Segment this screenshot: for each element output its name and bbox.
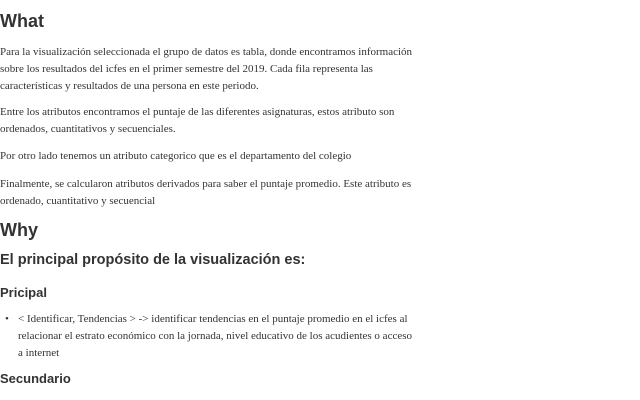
list-item-text: < Identificar, Tendencias > -> identificar tendencias en el puntaje promedio en el icfes al relacionar el estrato económico con la jornada, nivel educativo de los acudientes o acceso a internet	[18, 313, 412, 359]
bullet-icon: •	[5, 313, 9, 325]
what-paragraph-categorical: Por otro lado tenemos un atributo categorico que es el departamento del colegio	[0, 150, 352, 162]
list-item	[0, 311, 413, 362]
principal-heading: Pricipal	[0, 285, 47, 300]
what-paragraph-attributes: Entre los atributos encontramos el puntaje de las diferentes asignaturas, estos atributo son ordenados, cuantitativos y secuenciales.	[0, 106, 395, 135]
purpose-heading: El principal propósito de la visualización es:	[0, 252, 306, 268]
what-paragraph-derived: Finalmente, se calcularon atributos derivados para saber el puntaje promedio. Este atributo es ordenado, cuantitativo y secuencial	[0, 178, 412, 207]
principal-list	[0, 311, 420, 362]
section-heading-why: Why	[0, 220, 38, 240]
what-paragraph-dataset: Para la visualización seleccionada el grupo de datos es tabla, donde encontramos información sobre los resultados del icfes en el primer semestre del 2019. Cada fila representa las características y resultados de una persona en este periodo.	[0, 46, 413, 92]
section-heading-what: What	[0, 11, 44, 31]
secondary-heading: Secundario	[0, 371, 71, 386]
